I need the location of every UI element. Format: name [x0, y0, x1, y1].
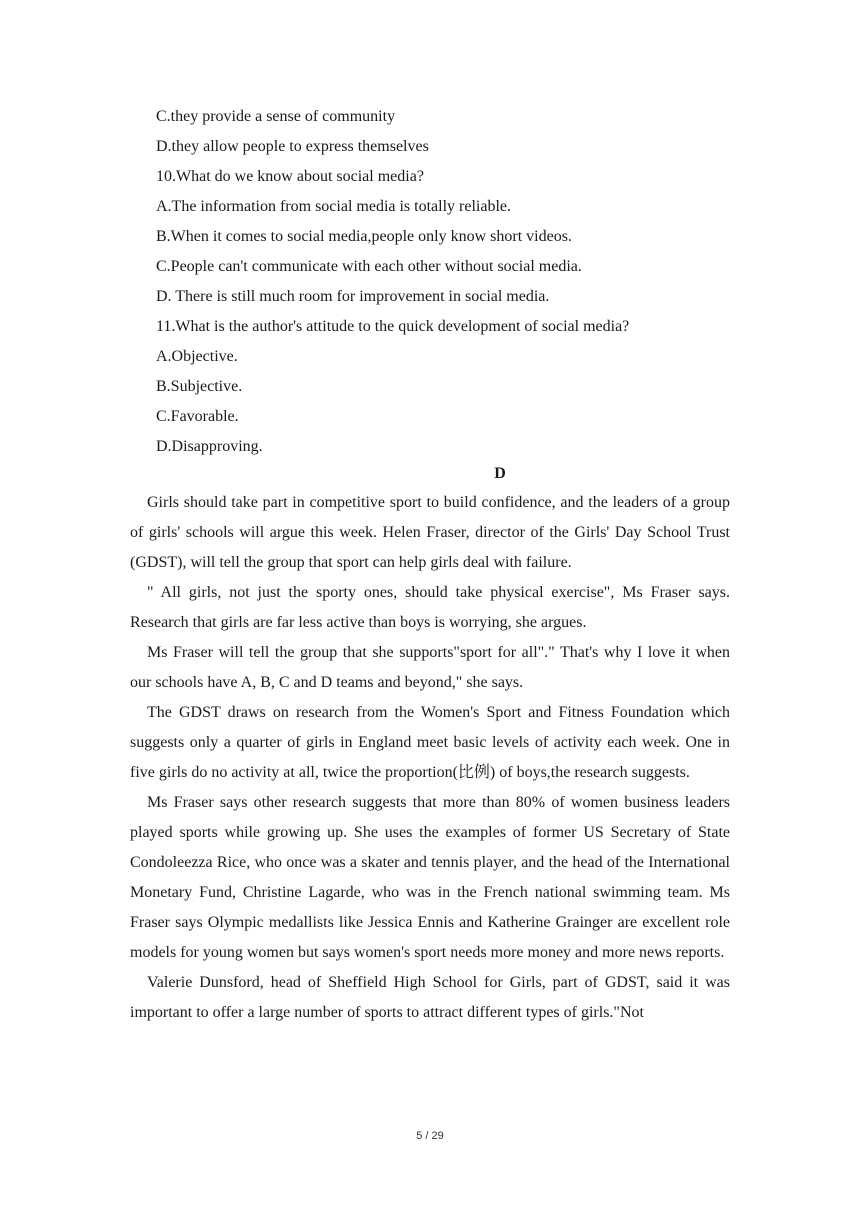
option-line: A.The information from social media is totally reliable.	[156, 198, 512, 215]
option-line: D. There is still much room for improvement in social media.	[156, 288, 550, 305]
reading-passage	[130, 488, 730, 1028]
section-heading: D	[494, 465, 506, 482]
passage-paragraph: " All girls, not just the sporty ones, should take physical exercise", Ms Fraser says. Research that girls are far less active than boys is worrying, she argues.	[130, 584, 730, 631]
option-line: D.they allow people to express themselves	[156, 138, 429, 155]
option-line: C.Favorable.	[156, 408, 239, 425]
question-10: 10.What do we know about social media?	[156, 168, 424, 185]
option-line: C.People can't communicate with each other without social media.	[156, 258, 582, 275]
passage-paragraph: Ms Fraser says other research suggests that more than 80% of women business leaders played sports while growing up. She uses the examples of former US Secretary of State Condoleezza Rice, who once was a skater and tennis player, and the head of the International Monetary Fund, Christine Lagarde, who was in the French national swimming team. Ms Fraser says Olympic medallists like Jessica Ennis and Katherine Grainger are excellent role models for young women but says women's sport needs more money and more news reports.	[130, 794, 730, 961]
option-line: A.Objective.	[156, 348, 238, 365]
passage-paragraph: Valerie Dunsford, head of Sheffield High School for Girls, part of GDST, said it was important to offer a large number of sports to attract different types of girls."Not	[130, 974, 730, 1021]
question-options	[156, 102, 776, 462]
passage-paragraph: The GDST draws on research from the Women's Sport and Fitness Foundation which suggests only a quarter of girls in England meet basic levels of activity each week. One in five girls do no activity at all, twice the proportion(比例) of boys,the research suggests.	[130, 704, 730, 781]
passage-paragraph: Ms Fraser will tell the group that she supports"sport for all"." That's why I love it when our schools have A, B, C and D teams and beyond," she says.	[130, 644, 730, 691]
option-line: B.When it comes to social media,people only know short videos.	[156, 228, 572, 245]
page-number: 5 / 29	[416, 1130, 444, 1142]
passage-paragraph: Girls should take part in competitive sport to build confidence, and the leaders of a group of girls' schools will argue this week. Helen Fraser, director of the Girls' Day School Trust (GDST), will tell the group that sport can help girls deal with failure.	[130, 494, 730, 571]
question-11: 11.What is the author's attitude to the quick development of social media?	[156, 318, 630, 335]
option-line: C.they provide a sense of community	[156, 108, 396, 125]
option-line: B.Subjective.	[156, 378, 243, 395]
option-line: D.Disapproving.	[156, 438, 263, 455]
